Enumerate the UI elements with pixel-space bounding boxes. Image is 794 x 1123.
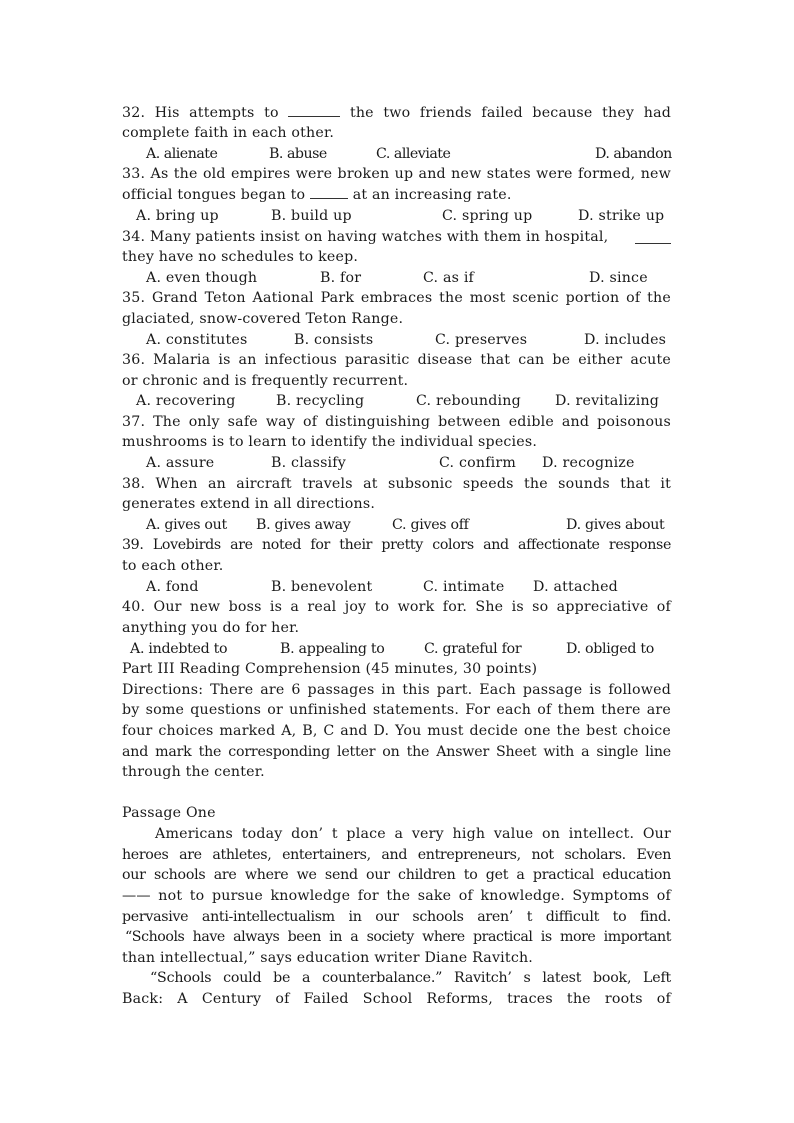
passage-line: Back: A Century of Failed School Reforms, traces the roots of xyxy=(122,991,671,1007)
option-d: D. gives about xyxy=(566,517,665,533)
question-38-line-1 xyxy=(122,474,671,494)
option-a: A. assure xyxy=(146,455,215,471)
question-stem: at an increasing rate. xyxy=(352,187,512,203)
option-d: D. since xyxy=(589,270,648,286)
option-a: A. recovering xyxy=(136,393,236,409)
question-number: 33. xyxy=(122,166,146,182)
question-number: 40. xyxy=(122,599,146,615)
question-stem: Malaria is an infectious parasitic disease that can be either acute xyxy=(153,352,671,368)
question-33-line-1 xyxy=(122,164,671,184)
question-stem: the two friends failed because they had xyxy=(349,105,672,121)
question-39-options xyxy=(122,577,671,597)
option-d: D. obliged to xyxy=(566,641,654,657)
question-39-line-1 xyxy=(122,535,671,555)
option-d: D. recognize xyxy=(542,455,635,471)
option-c: C. preserves xyxy=(435,332,528,348)
passage-line: Americans today don’ t place a very high value on intellect. Our xyxy=(155,826,671,842)
question-37-line-2: mushrooms is to learn to identify the individual species. xyxy=(122,434,538,450)
option-b: B. consists xyxy=(294,332,374,348)
option-c: C. grateful for xyxy=(424,641,522,657)
option-c: C. gives off xyxy=(392,517,469,533)
question-39-line-2: to each other. xyxy=(122,558,224,574)
option-d: D. abandon xyxy=(595,146,672,162)
question-34-line-2: they have no schedules to keep. xyxy=(122,249,359,265)
passage-line: pervasive anti-intellectualism in our schools aren’ t difficult to find. xyxy=(122,909,671,925)
directions-line: four choices marked A, B, C and D. You must decide one the best choice xyxy=(122,723,671,739)
question-33-options xyxy=(122,206,671,226)
option-d: D. strike up xyxy=(578,208,665,224)
question-number: 37. xyxy=(122,414,146,430)
part-heading: Part III Reading Comprehension (45 minutes, 30 points) xyxy=(122,661,538,677)
passage-line: our schools are where we send our children to get a practical education xyxy=(122,867,671,883)
option-c: C. intimate xyxy=(423,579,505,595)
question-33-line-2 xyxy=(122,185,671,205)
directions-line: by some questions or unfinished statements. For each of them there are xyxy=(122,702,671,718)
option-c: C. as if xyxy=(423,270,475,286)
option-a: A. fond xyxy=(146,579,199,595)
question-number: 39. xyxy=(122,537,144,553)
question-number: 32. xyxy=(122,105,146,121)
option-d: D. revitalizing xyxy=(555,393,660,409)
question-number: 35. xyxy=(122,290,146,306)
option-b: B. gives away xyxy=(256,517,351,533)
option-b: B. abuse xyxy=(269,146,327,162)
question-35-line-1 xyxy=(122,288,671,308)
question-stem: Our new boss is a real joy to work for. She is so appreciative of xyxy=(153,599,671,615)
question-36-line-2: or chronic and is frequently recurrent. xyxy=(122,373,409,389)
question-38-line-2: generates extend in all directions. xyxy=(122,496,376,512)
option-b: B. appealing to xyxy=(280,641,385,657)
passage-line: “Schools have always been in a society where practical is more important xyxy=(125,929,671,945)
passage-line: —— not to pursue knowledge for the sake of knowledge. Symptoms of xyxy=(122,888,671,904)
option-b: B. build up xyxy=(271,208,352,224)
option-d: D. attached xyxy=(533,579,618,595)
question-40-line-1 xyxy=(122,597,671,617)
option-a: A. alienate xyxy=(146,146,218,162)
question-stem: As the old empires were broken up and new states were formed, new xyxy=(150,166,671,182)
question-34-options xyxy=(122,268,671,288)
question-stem: His attempts to xyxy=(154,105,279,121)
question-32-line-2: complete faith in each other. xyxy=(122,125,335,141)
question-number: 34. xyxy=(122,229,146,245)
question-38-options xyxy=(122,515,671,535)
option-b: B. classify xyxy=(271,455,346,471)
option-c: C. rebounding xyxy=(416,393,521,409)
passage-title: Passage One xyxy=(122,805,216,821)
question-stem: The only safe way of distinguishing between edible and poisonous xyxy=(153,414,671,430)
question-40-line-2: anything you do for her. xyxy=(122,620,300,636)
answer-blank xyxy=(635,231,671,244)
question-34-line-1 xyxy=(122,227,671,247)
option-d: D. includes xyxy=(584,332,667,348)
option-c: C. spring up xyxy=(442,208,533,224)
option-c: C. alleviate xyxy=(376,146,451,162)
question-stem: Lovebirds are noted for their pretty colors and affectionate response xyxy=(152,537,671,553)
passage-line: than intellectual,” says education writer Diane Ravitch. xyxy=(122,950,534,966)
passage-line: “Schools could be a counterbalance.” Ravitch’ s latest book, Left xyxy=(150,970,671,986)
question-36-line-1 xyxy=(122,350,671,370)
option-b: B. benevolent xyxy=(271,579,373,595)
question-37-options xyxy=(122,453,671,473)
question-32-line-1 xyxy=(122,103,671,123)
option-a: A. indebted to xyxy=(130,641,228,657)
question-number: 38. xyxy=(122,476,146,492)
directions-line: Directions: There are 6 passages in this part. Each passage is followed xyxy=(122,682,671,698)
question-32-options xyxy=(122,144,671,164)
question-36-options xyxy=(122,391,671,411)
question-35-options xyxy=(122,330,671,350)
option-c: C. confirm xyxy=(439,455,517,471)
directions-line: and mark the corresponding letter on the Answer Sheet with a single line xyxy=(122,744,671,760)
question-stem: official tongues began to xyxy=(122,187,306,203)
question-37-line-1 xyxy=(122,412,671,432)
passage-line: heroes are athletes, entertainers, and entrepreneurs, not scholars. Even xyxy=(122,847,671,863)
question-35-line-2: glaciated, snow-covered Teton Range. xyxy=(122,311,404,327)
answer-blank xyxy=(310,186,348,199)
answer-blank xyxy=(288,104,340,117)
option-b: B. recycling xyxy=(276,393,365,409)
directions-line: through the center. xyxy=(122,764,265,780)
option-a: A. gives out xyxy=(146,517,227,533)
question-stem: Grand Teton Aational Park embraces the most scenic portion of the xyxy=(151,290,671,306)
option-a: A. constitutes xyxy=(146,332,248,348)
question-number: 36. xyxy=(122,352,146,368)
option-a: A. even though xyxy=(146,270,258,286)
option-a: A. bring up xyxy=(136,208,219,224)
option-b: B. for xyxy=(320,270,362,286)
question-stem: When an aircraft travels at subsonic speeds the sounds that it xyxy=(155,476,671,492)
question-stem: Many patients insist on having watches with them in hospital, xyxy=(149,229,609,245)
question-40-options xyxy=(122,639,671,659)
